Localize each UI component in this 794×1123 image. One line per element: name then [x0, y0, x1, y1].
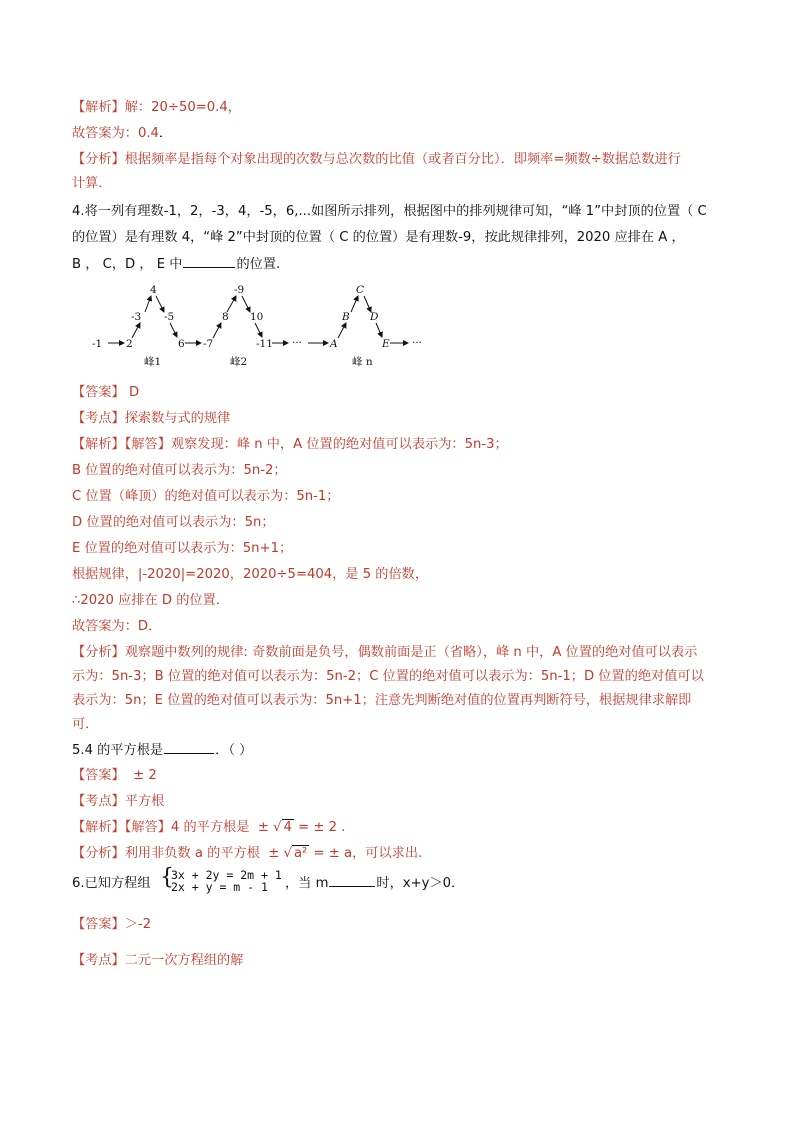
brace: { — [160, 865, 174, 890]
q4-text1: 4.将一列有理数-1，2，-3，4，-5，6,...如图所示排列，根据图中的排列规律可知，“峰 1”中封顶的位置（ C — [72, 204, 707, 219]
q4-analysis-tag: 【分析】 — [72, 645, 125, 660]
q4-c-pos: C 位置（峰顶）的绝对值可以表示为：5n-1； — [72, 489, 340, 504]
q5-topic — [72, 792, 734, 812]
diagram-label: A — [330, 338, 338, 350]
q4-analysis-4: 可． — [72, 717, 99, 732]
q6-label — [72, 872, 151, 891]
q6-answer-tag: 【答案】 — [72, 917, 125, 932]
analysis-tag: 【解析】 — [72, 100, 125, 115]
q6-end: 时，x+y＞0． — [376, 876, 465, 891]
analysis2-cont-text: 计算． — [72, 176, 112, 191]
diagram-label: -9 — [234, 284, 245, 296]
q4-e-pos: E 位置的绝对值可以表示为：5n+1； — [72, 541, 293, 556]
answer-end: ． — [158, 126, 173, 141]
plus-minus: ± — [268, 846, 280, 861]
q5-analysis — [72, 844, 734, 864]
analysis-line — [72, 98, 734, 118]
q4-d-pos: D 位置的绝对值可以表示为：5n； — [72, 515, 275, 530]
radicand: a² — [293, 846, 308, 861]
diagram-label: -1 — [92, 338, 103, 350]
q4-answer-tag: 【答案】 — [72, 385, 125, 400]
q5-solution-text: 4 的平方根是 — [170, 820, 250, 835]
q4-final: 故答案为：D． — [72, 619, 162, 634]
q4-line3 — [72, 254, 734, 275]
answer-line — [72, 124, 734, 144]
diagram-label: D — [370, 311, 379, 323]
q5-answer-tag: 【答案】 — [72, 768, 125, 783]
q4-solution-text: 观察发现：峰 n 中，A 位置的绝对值可以表示为：5n-3； — [170, 437, 508, 452]
diagram-label: ··· — [412, 337, 423, 349]
q6-tail — [285, 872, 464, 891]
q5-topic-text: 平方根 — [124, 794, 165, 809]
diagram-label: -7 — [203, 338, 214, 350]
q4-analysis-1: 观察题中数列的规律: 奇数前面是负号，偶数前面是正（省略），峰 n 中，A 位置的绝对值可以表示 — [124, 645, 698, 660]
q6-topic-tag: 【考点】 — [72, 953, 125, 968]
diagram-label: 10 — [250, 311, 264, 323]
peak-diagram — [90, 282, 440, 372]
q4-solution — [72, 435, 734, 455]
analysis2-cont — [72, 174, 734, 194]
q5-answer-value: ± 2 — [133, 768, 157, 783]
q6-answer-value: ＞-2 — [124, 917, 152, 932]
q5-text-end: ．（ ） — [215, 743, 253, 758]
diagram-label: 8 — [222, 311, 229, 323]
q4-text3: B ， C，D ， E 中 — [72, 257, 183, 272]
diagram-caption: 峰2 — [230, 356, 248, 368]
analysis2-tag: 【分析】 — [72, 152, 125, 167]
q4-text2: 的位置）是有理数 4，“峰 2”中封顶的位置（ C 的位置）是有理数-9，按此规律排列，2020 应排在 A ， — [72, 230, 685, 245]
q4-analysis-3: 表示为：5n；E 位置的绝对值可以表示为：5n+1；注意先判断绝对值的位置再判断符号，根据规律求解即 — [72, 693, 692, 708]
q6-answer — [72, 915, 734, 935]
diagram-label: -3 — [131, 311, 142, 323]
equation-2: 2x + y = m - 1 — [171, 880, 268, 894]
diagram-label: B — [342, 311, 350, 323]
q5-solution-end: = ± 2 . — [298, 820, 346, 835]
q6-topic — [72, 951, 734, 971]
answer-value: 0.4 — [137, 126, 159, 141]
q4-topic-text: 探索数与式的规律 — [124, 411, 231, 426]
q5-solution — [72, 818, 734, 838]
analysis2-text: 根据频率是指每个对象出现的次数与总次数的比值（或者百分比）．即频率=频数÷数据总数进行 — [124, 152, 681, 167]
equation-1: 3x + 2y = 2m + 1 — [171, 868, 282, 882]
analysis-value: 20÷50=0.4， — [151, 100, 241, 115]
diagram-label: 6 — [178, 338, 185, 350]
q4-answer-value: D — [124, 385, 140, 400]
answer-text: 故答案为： — [72, 126, 138, 141]
q4-b-pos: B 位置的绝对值可以表示为：5n-2； — [72, 463, 287, 478]
diagram-label: 2 — [126, 338, 133, 350]
q4-text3-end: 的位置. — [236, 257, 281, 272]
diagram-label: 4 — [150, 284, 157, 296]
q5-text: 5.4 的平方根是 — [72, 743, 164, 758]
sqrt-expr: √ 4 — [273, 820, 292, 835]
q6-text: 6.已知方程组 — [72, 876, 151, 891]
q5-analysis-tag: 【分析】 — [72, 846, 125, 861]
q4-solution-tag: 【解析】【解答】 — [72, 437, 171, 452]
q5-topic-tag: 【考点】 — [72, 794, 125, 809]
sqrt-expr: √ a² — [283, 846, 308, 861]
equation-system — [171, 869, 282, 893]
q4-rule: 根据规律，|-2020|=2020，2020÷5=404，是 5 的倍数， — [72, 567, 429, 582]
radicand: 4 — [283, 820, 292, 835]
q4-topic — [72, 409, 734, 429]
analysis-text: 解： — [124, 100, 152, 115]
q4-analysis-2: 示为：5n-3；B 位置的绝对值可以表示为：5n-2；C 位置的绝对值可以表示为：5n-1；D 位置的绝对值可以 — [72, 669, 704, 684]
q5-blank — [164, 740, 214, 754]
diagram-label: ··· — [292, 337, 303, 349]
diagram-label: C — [356, 284, 365, 296]
q6-topic-text: 二元一次方程组的解 — [124, 953, 244, 968]
q5-solution-tag: 【解析】【解答】 — [72, 820, 171, 835]
diagram-label: -5 — [164, 311, 175, 323]
analysis2-line — [72, 150, 734, 170]
q4-answer — [72, 383, 734, 403]
diagram-label: E — [382, 338, 390, 350]
q6-mid: ，当 m — [285, 876, 329, 891]
q4-therefore: ∴2020 应排在 D 的位置． — [72, 593, 229, 608]
diagram-caption: 峰 n — [352, 356, 373, 368]
diagram-label: -11 — [256, 338, 273, 350]
q4-line1 — [72, 202, 734, 222]
q6-blank — [329, 873, 375, 887]
q4-topic-tag: 【考点】 — [72, 411, 125, 426]
answer-blank — [183, 254, 235, 268]
q4-analysis — [72, 643, 734, 663]
q5-analysis-text: 利用非负数 a 的平方根 — [124, 846, 260, 861]
plus-minus: ± — [257, 820, 269, 835]
q5-question — [72, 740, 734, 761]
q5-analysis-end: = ± a，可以求出. — [313, 846, 423, 861]
q5-answer — [72, 766, 734, 786]
diagram-caption: 峰1 — [144, 356, 162, 368]
q4-line2 — [72, 228, 734, 248]
